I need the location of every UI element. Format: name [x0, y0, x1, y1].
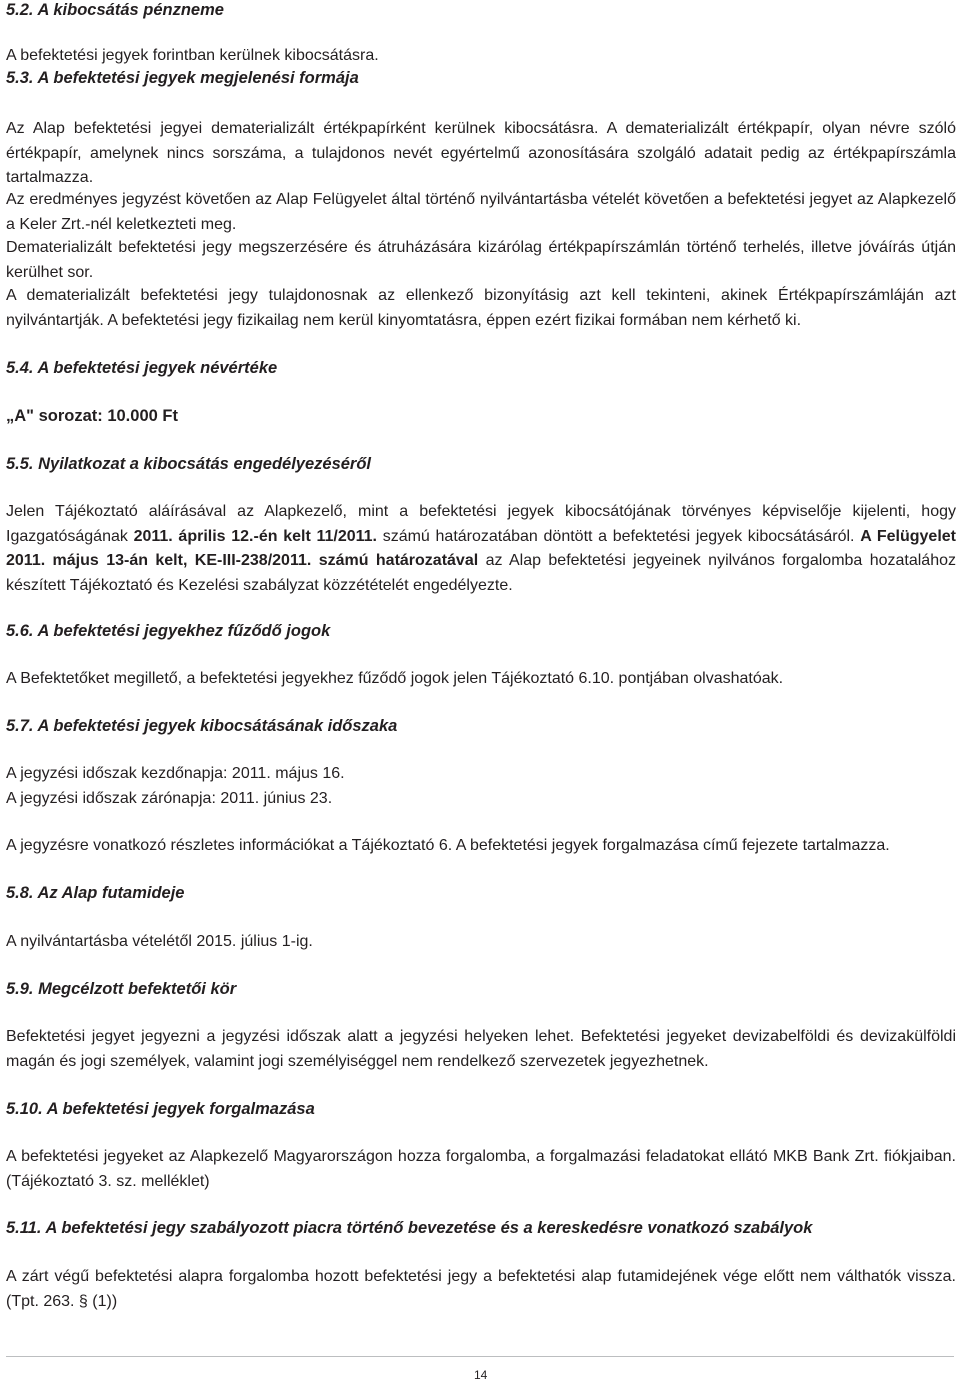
- paragraph-authorization: [6, 500, 956, 598]
- heading-5-8: 5.8. Az Alap futamideje: [6, 884, 185, 902]
- supervisory-resolution: A Felügyelet 2011. május 13-án kelt, KE-III-238/2011. számú határozatával: [6, 527, 956, 569]
- subscription-start: A jegyzési időszak kezdőnapja: 2011. május 16.: [6, 765, 345, 782]
- heading-5-5: 5.5. Nyilatkozat a kibocsátás engedélyezéséről: [6, 455, 372, 473]
- paragraph-registration: Az eredményes jegyzést követően az Alap Felügyelet által történő nyilvántartásba vételét követően a befektetési jegyet az Alapkezelő a Keler Zrt.-nél keletkezteti meg.: [6, 191, 956, 233]
- heading-5-10: 5.10. A befektetési jegyek forgalmazása: [6, 1100, 315, 1118]
- paragraph-rights: A Befektetőket megillető, a befektetési jegyekhez fűződő jogok jelen Tájékoztató 6.10. pontjában olvashatóak.: [6, 670, 784, 687]
- heading-5-3: 5.3. A befektetési jegyek megjelenési formája: [6, 69, 359, 87]
- paragraph-distribution: A befektetési jegyeket az Alapkezelő Magyarországon hozza forgalomba, a forgalmazási feladatokat ellátó MKB Bank Zrt. fiókjaiban. (Tájékoztató 3. sz. melléklet): [6, 1148, 956, 1190]
- paragraph-ownership: A dematerializált befektetési jegy tulajdonosnak az ellenkező bizonyításig azt kell tekinteni, akinek Értékpapírszámláján azt nyilvántartják. A befektetési jegy fizikailag nem kerül kinyomtatásra, éppen ezért fizikai formában nem kérhető ki.: [6, 287, 956, 329]
- authorization-text-3: az Alap befektetési jegyeinek nyilvános forgalomba hozatalához készített Tájékoztató és Kezelési szabályzat közzétételét engedélyezte.: [6, 552, 956, 594]
- heading-5-4: 5.4. A befektetési jegyek névértéke: [6, 359, 278, 377]
- paragraph-dematerialized-form: Az Alap befektetési jegyei dematerializált értékpapírként kerülnek kibocsátásra. A dematerializált értékpapír, olyan névre szóló értékpapír, amelynek nincs sorszáma, a tulajdonos nevét egyértelmű azonosítására szolgáló adatait pedig az értékpapírszámla tartalmazza.: [6, 120, 956, 186]
- heading-5-11: 5.11. A befektetési jegy szabályozott piacra történő bevezetése és a kereskedésre vonatkozó szabályok: [6, 1219, 813, 1237]
- paragraph-term: A nyilvántartásba vételétől 2015. július 1-ig.: [6, 933, 313, 950]
- heading-5-2: 5.2. A kibocsátás pénzneme: [6, 1, 224, 19]
- authorization-text-1: Jelen Tájékoztató aláírásával az Alapkezelő, mint a befektetési jegyek kibocsátójának törvényes képviselője kijelenti, hogy Igazgatóságának: [6, 503, 956, 545]
- paragraph-target-investors: Befektetési jegyet jegyezni a jegyzési időszak alatt a jegyzési helyeken lehet. Befektetési jegyeket devizabelföldi és devizakülföldi magán és jogi személyek, valamint jogi személyiséggel nem rendelkező szervezetek jegyezhetnek.: [6, 1028, 956, 1070]
- heading-5-6: 5.6. A befektetési jegyekhez fűződő jogok: [6, 622, 331, 640]
- board-resolution: 2011. április 12.-én kelt 11/2011.: [133, 527, 377, 545]
- authorization-text-2: számú határozatában döntött a befektetési jegyek kibocsátásáról.: [377, 527, 861, 545]
- paragraph-currency: A befektetési jegyek forintban kerülnek kibocsátásra.: [6, 47, 379, 64]
- paragraph-subscription-info: A jegyzésre vonatkozó részletes információkat a Tájékoztató 6. A befektetési jegyek forgalmazása című fejezete tartalmazza.: [6, 837, 890, 854]
- subscription-end: A jegyzési időszak zárónapja: 2011. június 23.: [6, 790, 333, 807]
- paragraph-transfer: Dematerializált befektetési jegy megszerzésére és átruházására kizárólag értékpapírszámlán történő terhelés, illetve jóváírás útján kerülhet sor.: [6, 239, 956, 281]
- paragraph-redemption: A zárt végű befektetési alapra forgalomba hozott befektetési jegy a befektetési alap futamidejének vége előtt nem válthatók vissza. (Tpt. 263. § (1)): [6, 1268, 956, 1310]
- footer-divider: [6, 1356, 954, 1357]
- page-number: 14: [474, 1368, 488, 1382]
- heading-5-9: 5.9. Megcélzott befektetői kör: [6, 980, 237, 998]
- series-nominal-value: „A" sorozat: 10.000 Ft: [6, 407, 178, 425]
- heading-5-7: 5.7. A befektetési jegyek kibocsátásának időszaka: [6, 717, 398, 735]
